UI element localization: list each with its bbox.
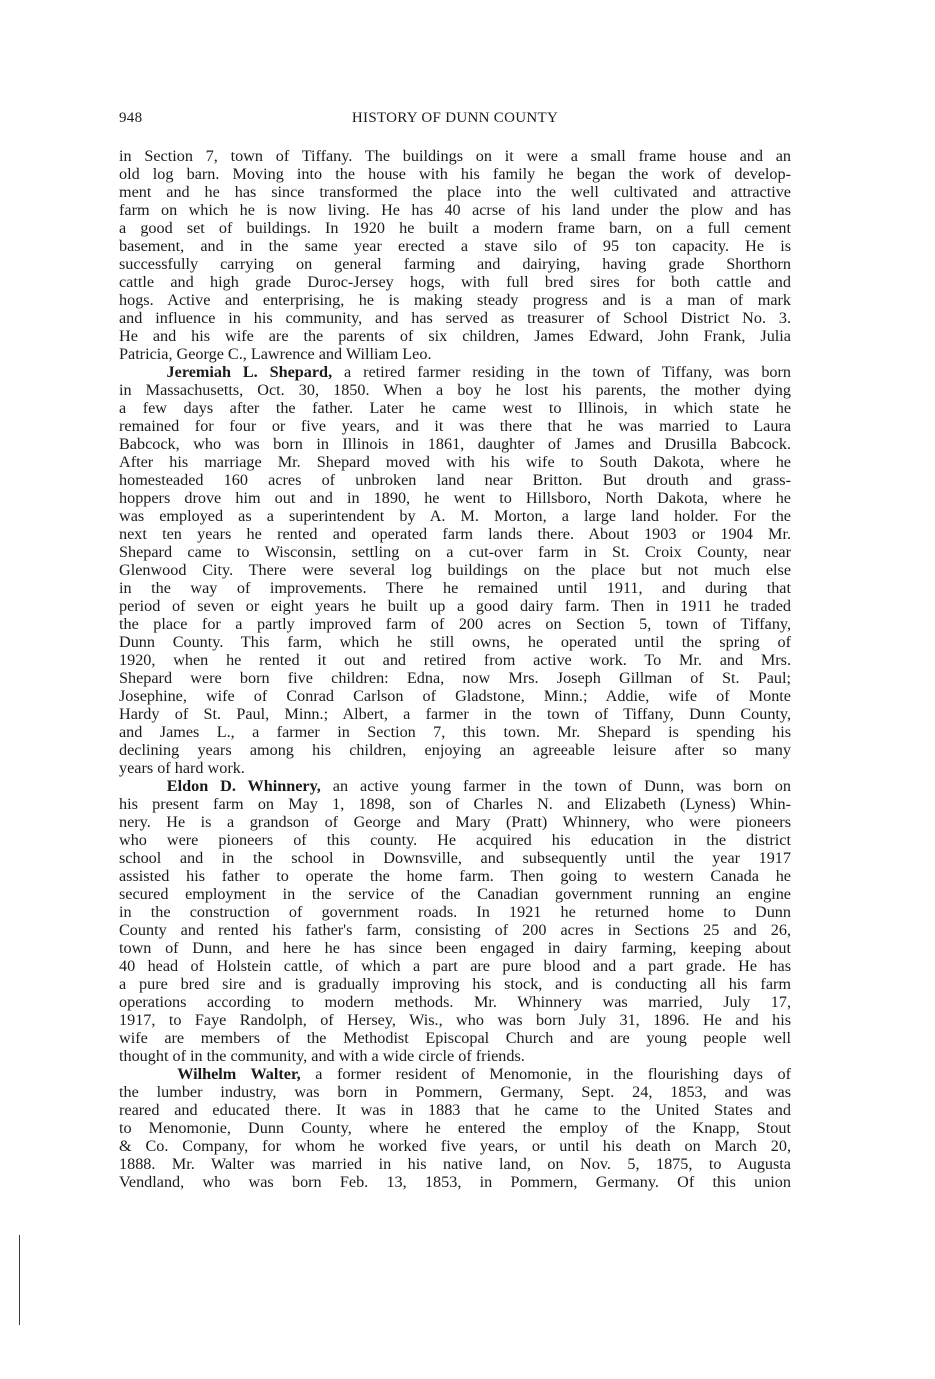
line-text: Dunn County. This farm, which he still owns, he operated until the spring of [119,633,791,651]
text-line [119,237,791,255]
line-text: He and his wife are the parents of six children, James Edward, John Frank, Julia [119,327,791,345]
text-line [119,615,791,633]
line-text: 1917, to Faye Randolph, of Hersey, Wis., who was born July 31, 1896. He and his [119,1011,791,1029]
line-text: Josephine, wife of Conrad Carlson of Gladstone, Minn.; Addie, wife of Monte [119,687,791,705]
text-line [119,1011,791,1029]
text-line [119,1173,791,1191]
line-text: After his marriage Mr. Shepard moved with his wife to South Dakota, where he [119,453,791,471]
text-line [119,309,791,327]
line-text: secured employment in the service of the Canadian government running an engine [119,885,791,903]
line-text: the place for a partly improved farm of 200 acres on Section 5, town of Tiffany, [119,615,791,633]
text-line [119,813,791,831]
line-text: next ten years he rented and operated farm lands there. About 1903 or 1904 Mr. [119,525,791,543]
biography-name: Wilhelm Walter, [177,1065,301,1083]
text-line [119,939,791,957]
text-line [119,273,791,291]
line-text: & Co. Company, for whom he worked five years, or until his death on March 20, [119,1137,791,1155]
line-text: to Menomonie, Dunn County, where he entered the employ of the Knapp, Stout [119,1119,791,1137]
text-line [119,597,791,615]
text-line [119,975,791,993]
line-text: 40 head of Holstein cattle, of which a part are pure blood and a part grade. He has [119,957,791,975]
line-text: a good set of buildings. In 1920 he built a modern frame barn, on a full cement [119,219,791,237]
text-line [119,759,791,777]
text-line [119,723,791,741]
paragraph-indent [119,777,167,795]
text-line [119,1047,791,1065]
scan-margin-line [19,1235,20,1325]
line-text: old log barn. Moving into the house with his family he began the work of develop- [119,165,791,183]
text-line [119,165,791,183]
text-line [119,831,791,849]
text-line [119,1119,791,1137]
text-line [119,687,791,705]
page-number: 948 [119,110,143,126]
line-text: his present farm on May 1, 1898, son of Charles N. and Elizabeth (Lyness) Whin- [119,795,791,813]
line-text: thought of in the community, and with a wide circle of friends. [119,1047,525,1065]
text-line [119,417,791,435]
line-text: wife are members of the Methodist Episcopal Church and are young people well [119,1029,791,1047]
text-line [119,705,791,723]
line-text: school and in the school in Downsville, and subsequently until the year 1917 [119,849,791,867]
text-line [119,219,791,237]
line-text: a former resident of Menomonie, in the flourishing days of [300,1065,792,1083]
text-line [119,381,791,399]
text-line [119,453,791,471]
text-line [119,183,791,201]
text-line [119,1101,791,1119]
text-line [119,885,791,903]
running-head: HISTORY OF DUNN COUNTY [351,110,559,126]
text-line [119,327,791,345]
line-text: hoppers drove him out and in 1890, he went to Hillsboro, North Dakota, where he [119,489,791,507]
text-line [119,867,791,885]
biography-name: Eldon D. Whinnery, [166,777,321,795]
text-line [119,363,791,381]
text-line [119,1029,791,1047]
line-text: a retired farmer residing in the town of Tiffany, was born [332,363,791,381]
line-text: a pure bred sire and is gradually improving his stock, and is conducting all his farm [119,975,791,993]
text-line [119,507,791,525]
text-line [119,399,791,417]
page-header [119,110,791,130]
line-text: 1888. Mr. Walter was married in his native land, on Nov. 5, 1875, to Augusta [119,1155,791,1173]
text-line [119,993,791,1011]
text-line [119,849,791,867]
text-line [119,651,791,669]
line-text: basement, and in the same year erected a stave silo of 95 ton capacity. He is [119,237,791,255]
line-text: successfully carrying on general farming and dairying, having grade Shorthorn [119,255,791,273]
line-text: nery. He is a grandson of George and Mary (Pratt) Whinnery, who were pioneers [119,813,791,831]
text-line [119,345,791,363]
line-text: in Section 7, town of Tiffany. The buildings on it were a small frame house and an [119,147,791,165]
text-line [119,471,791,489]
line-text: town of Dunn, and here he has since been engaged in dairy farming, keeping about [119,939,791,957]
text-line [119,201,791,219]
line-text: remained for four or five years, and it was there that he was married to Laura [119,417,791,435]
line-text: reared and educated there. It was in 1883 that he came to the United States and [119,1101,791,1119]
text-line [119,633,791,651]
line-text: in the way of improvements. There he remained until 1911, and during that [119,579,791,597]
text-line [119,795,791,813]
text-line [119,957,791,975]
line-text: Patricia, George C., Lawrence and William Leo. [119,345,432,363]
line-text: in Massachusetts, Oct. 30, 1850. When a boy he lost his parents, the mother dying [119,381,791,399]
line-text: who were pioneers of this county. He acquired his education in the district [119,831,791,849]
text-line [119,255,791,273]
text-line [119,489,791,507]
text-line [119,579,791,597]
line-text: Shepard came to Wisconsin, settling on a cut-over farm in St. Croix County, near [119,543,791,561]
line-text: homesteaded 160 acres of unbroken land near Britton. But drouth and grass- [119,471,791,489]
line-text: farm on which he is now living. He has 40 acrse of his land under the plow and has [119,201,791,219]
line-text: Glenwood City. There were several log buildings on the place but not much else [119,561,791,579]
text-line [119,1083,791,1101]
text-line [119,669,791,687]
line-text: cattle and high grade Duroc-Jersey hogs, with full bred sires for both cattle and [119,273,791,291]
text-line [119,777,791,795]
text-line [119,1137,791,1155]
line-text: was employed as a superintendent by A. M. Morton, a large land holder. For the [119,507,791,525]
paragraph-indent [119,363,167,381]
text-line [119,435,791,453]
text-line [119,543,791,561]
paragraph-indent [119,1065,177,1083]
line-text: County and rented his father's farm, consisting of 200 acres in Sections 25 and 26, [119,921,791,939]
text-line [119,1155,791,1173]
line-text: a few days after the father. Later he came west to Illinois, in which state he [119,399,791,417]
line-text: assisted his father to operate the home farm. Then going to western Canada he [119,867,791,885]
line-text: hogs. Active and enterprising, he is making steady progress and is a man of mark [119,291,791,309]
text-line [119,147,791,165]
line-text: an active young farmer in the town of Dunn, was born on [320,777,791,795]
line-text: Vendland, who was born Feb. 13, 1853, in Pommern, Germany. Of this union [119,1173,791,1191]
line-text: Hardy of St. Paul, Minn.; Albert, a farmer in the town of Tiffany, Dunn County, [119,705,791,723]
line-text: period of seven or eight years he built up a good dairy farm. Then in 1911 he traded [119,597,791,615]
line-text: 1920, when he rented it out and retired from active work. To Mr. and Mrs. [119,651,791,669]
line-text: and James L., a farmer in Section 7, this town. Mr. Shepard is spending his [119,723,791,741]
biography-name: Jeremiah L. Shepard, [166,363,333,381]
line-text: ment and he has since transformed the place into the well cultivated and attractive [119,183,791,201]
line-text: in the construction of government roads. In 1921 he returned home to Dunn [119,903,791,921]
line-text: the lumber industry, was born in Pommern, Germany, Sept. 24, 1853, and was [119,1083,791,1101]
text-line [119,561,791,579]
text-line [119,291,791,309]
text-line [119,903,791,921]
line-text: Shepard were born five children: Edna, now Mrs. Joseph Gillman of St. Paul; [119,669,791,687]
text-line [119,921,791,939]
line-text: declining years among his children, enjoying an agreeable leisure after so many [119,741,791,759]
line-text: years of hard work. [119,759,245,777]
body-text [119,147,791,1191]
text-line [119,525,791,543]
text-line [119,1065,791,1083]
line-text: Babcock, who was born in Illinois in 1861, daughter of James and Drusilla Babcock. [119,435,791,453]
line-text: and influence in his community, and has served as treasurer of School District No. 3. [119,309,791,327]
line-text: operations according to modern methods. Mr. Whinnery was married, July 17, [119,993,791,1011]
text-line [119,741,791,759]
